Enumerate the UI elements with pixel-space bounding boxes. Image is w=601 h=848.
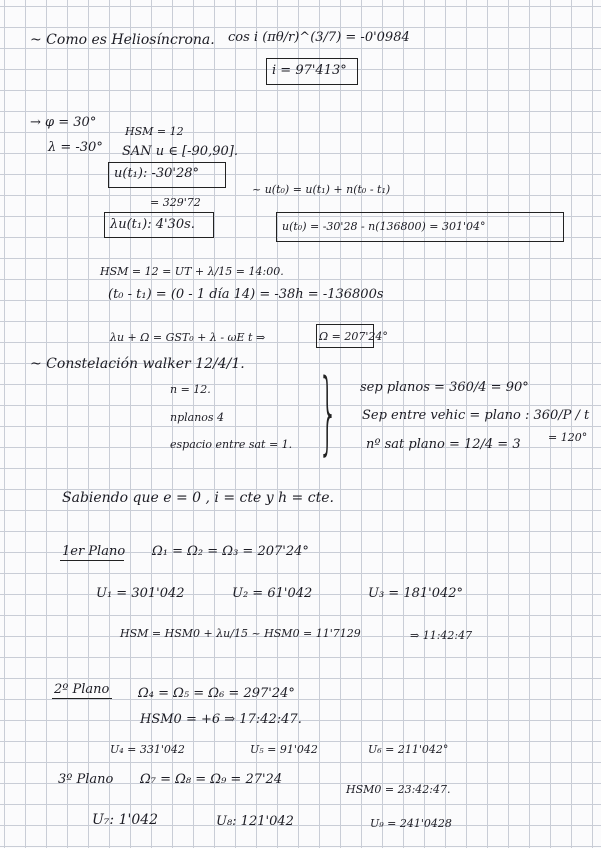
plane2-underline (52, 698, 112, 699)
plane3-omega: Ω₇ = Ω₈ = Ω₉ = 27'24 (140, 772, 283, 787)
lambda-value: λ = -30° (48, 140, 103, 155)
plane1-underline (60, 560, 124, 561)
u-t1-alt: = 329'72 (150, 196, 201, 209)
inclination-result: i = 97'413° (272, 63, 347, 78)
walker-spacing: espacio entre sat = 1. (170, 438, 293, 451)
omega-equation: λu + Ω = GST₀ + λ - ωE t ⇒ (110, 331, 266, 344)
plane3-u9: U₉ = 241'0428 (370, 817, 452, 830)
assumption: Sabiendo que e = 0 , i = cte y h = cte. (62, 490, 334, 506)
plane1-hsm: HSM = HSM0 + λu/15 ~ HSM0 = 11'7129 (120, 627, 361, 640)
walker-n: n = 12. (170, 383, 211, 396)
walker-planes: nplanos 4 (170, 411, 225, 424)
plane3-u7: U₇: 1'042 (92, 812, 159, 828)
u-t0-expression: ~ u(t₀) = u(t₁) + n(t₀ - t₁) (252, 183, 391, 196)
plane2-u4: U₄ = 331'042 (110, 743, 185, 756)
plane2-u6: U₆ = 211'042° (368, 743, 449, 756)
sep-planes: sep planos = 360/4 = 90° (360, 380, 529, 395)
plane1-hsm-result: ⇒ 11:42:47 (410, 629, 473, 642)
lambda-u-value: λu(t₁): 4'30s. (110, 217, 195, 232)
sep-sat: Sep entre vehic = plano : 360/P / t (362, 408, 590, 423)
walker-title: ~ Constelación walker 12/4/1. (30, 356, 245, 372)
curly-brace: } (318, 360, 339, 465)
san-range: SAN u ∈ [-90,90]. (122, 144, 238, 159)
u-t1-value: u(t₁): -30'28° (114, 166, 200, 181)
plane2-omega: Ω₄ = Ω₅ = Ω₆ = 297'24° (138, 686, 295, 701)
plane1-label: 1er Plano (62, 544, 126, 559)
sat-per-plane: nº sat plano = 12/4 = 3 (366, 437, 521, 452)
plane1-u1: U₁ = 301'042 (96, 586, 185, 601)
u-t0-result: u(t₀) = -30'28 - n(136800) = 301'04° (282, 220, 486, 233)
phi-value: → φ = 30° (30, 115, 97, 130)
hsm-equation: HSM = 12 = UT + λ/15 = 14:00. (100, 265, 284, 278)
delta-t: (t₀ - t₁) = (0 - 1 día 14) = -38h = -136800s (108, 287, 384, 302)
omega-result: Ω = 207'24° (319, 330, 388, 343)
heading: ~ Como es Heliosíncrona. (30, 32, 215, 48)
plane1-u3: U₃ = 181'042° (368, 586, 464, 601)
cos-formula: cos i (πθ/r)^(3/7) = -0'0984 (228, 30, 410, 45)
hsm-value: HSM = 12 (125, 125, 184, 138)
plane1-omega: Ω₁ = Ω₂ = Ω₃ = 207'24° (152, 544, 309, 559)
plane3-u8: U₈: 121'042 (216, 814, 294, 829)
plane2-hsm: HSM0 = +6 ⇒ 17:42:47. (140, 712, 302, 727)
plane2-u5: U₅ = 91'042 (250, 743, 318, 756)
plane2-label: 2º Plano (54, 682, 110, 697)
sep-sat-result: = 120° (548, 431, 588, 444)
plane1-u2: U₂ = 61'042 (232, 586, 313, 601)
plane3-label: 3º Plano (58, 772, 114, 787)
plane3-hsm: HSM0 = 23:42:47. (346, 783, 451, 796)
